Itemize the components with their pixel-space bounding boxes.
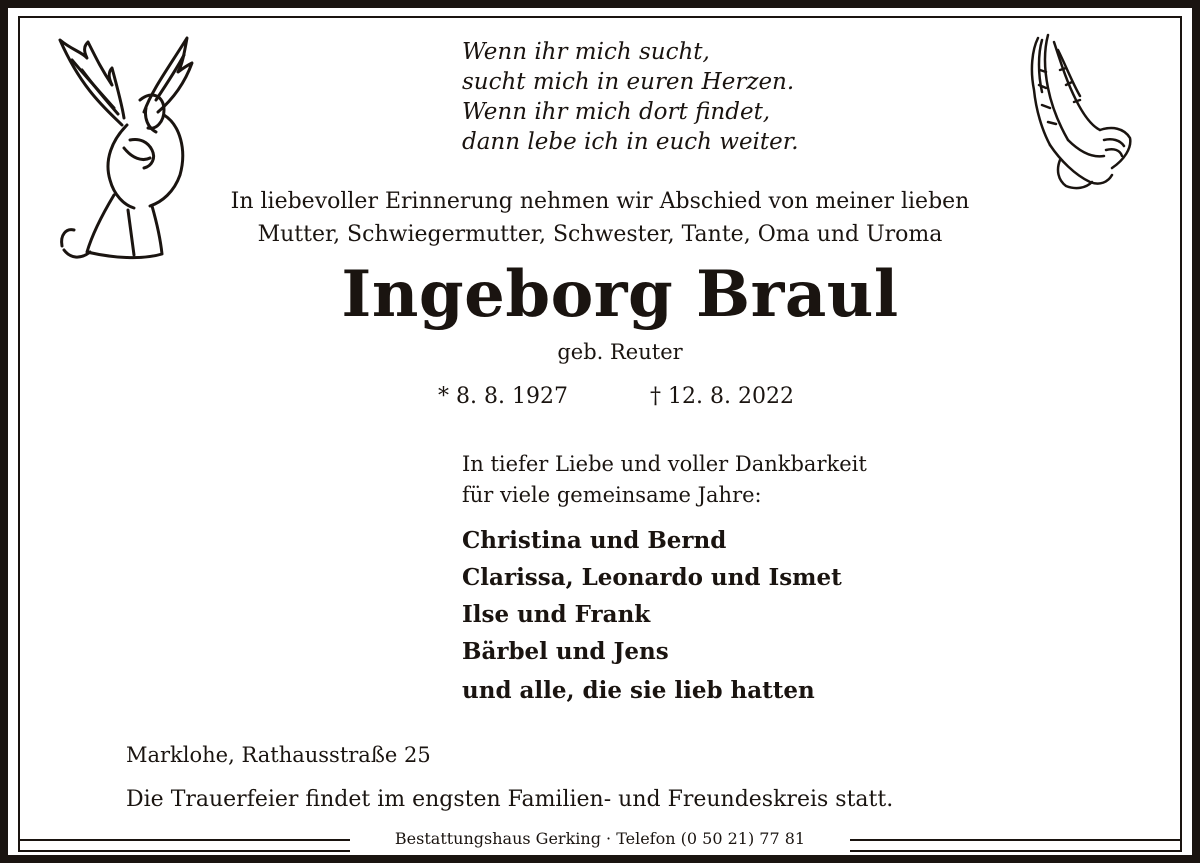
poem-line: Wenn ihr mich dort findet, (462, 99, 771, 125)
thanks-line: In tiefer Liebe und voller Dankbarkeit (462, 452, 867, 476)
mourner-entry: Clarissa, Leonardo und Ismet (462, 564, 842, 591)
poem (462, 37, 799, 157)
mourner-entry: Ilse und Frank (462, 601, 651, 628)
poem-line: sucht mich in euren Herzen. (462, 69, 795, 95)
birth-date: * 8. 8. 1927 (438, 384, 568, 409)
thanks-text (462, 449, 867, 511)
poem-line: Wenn ihr mich sucht, (462, 39, 710, 65)
deceased-name: Ingeborg Braul (341, 257, 899, 332)
mourner-entry: Bärbel und Jens (462, 638, 669, 665)
mourners-list (462, 522, 842, 709)
address: Marklohe, Rathausstraße 25 (126, 743, 431, 767)
intro-line: Mutter, Schwiegermutter, Schwester, Tante, Oma und Uroma (257, 222, 943, 247)
thanks-line: für viele gemeinsame Jahre: (462, 483, 762, 507)
maiden-name: geb. Reuter (557, 340, 683, 364)
death-date: † 12. 8. 2022 (650, 384, 794, 409)
poem-line: dann lebe ich in euch weiter. (462, 129, 799, 155)
funeral-home-footer: Bestattungshaus Gerking · Telefon (0 50 21) 77 81 (350, 826, 850, 852)
praying-hands-icon (1020, 30, 1135, 190)
intro-line: In liebevoller Erinnerung nehmen wir Abschied von meiner lieben (230, 189, 970, 214)
closing-line: und alle, die sie lieb hatten (462, 677, 815, 704)
intro-text (0, 185, 1200, 251)
mourner-entry: Christina und Bernd (462, 527, 727, 554)
funeral-notice: Die Trauerfeier findet im engsten Familien- und Freundeskreis statt. (126, 787, 894, 812)
